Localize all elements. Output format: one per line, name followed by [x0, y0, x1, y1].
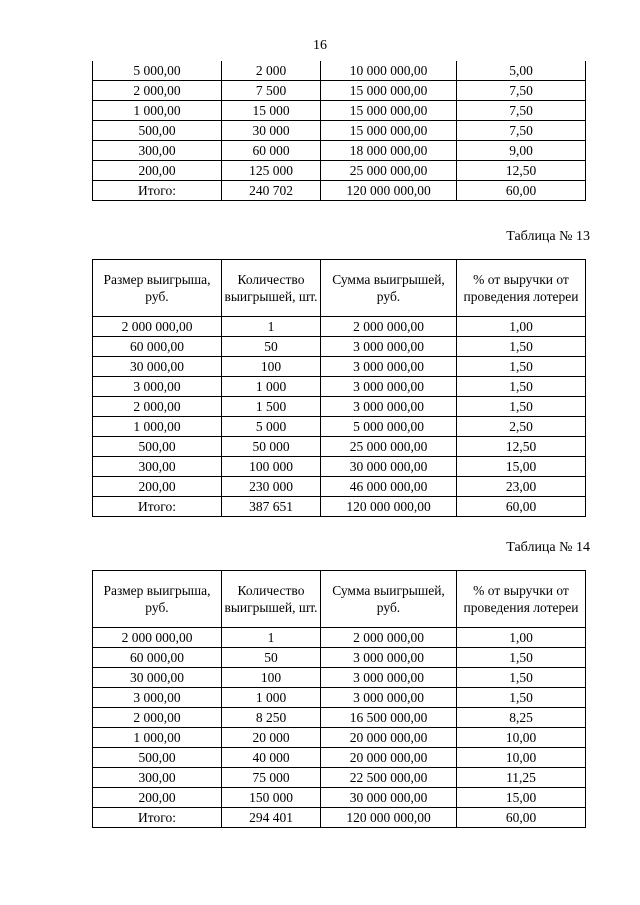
table-row — [93, 397, 586, 417]
cell-prize-size: 2 000 000,00 — [93, 628, 222, 648]
cell-prize-size: 500,00 — [93, 437, 222, 457]
table-row — [93, 728, 586, 748]
cell-revenue-percent: 15,00 — [457, 788, 586, 808]
cell-prize-size: 500,00 — [93, 748, 222, 768]
cell-prize-size: 300,00 — [93, 457, 222, 477]
page-number: 16 — [313, 38, 327, 53]
table-row — [93, 161, 586, 181]
cell-revenue-percent: 11,25 — [457, 768, 586, 788]
table-row — [93, 457, 586, 477]
cell-prize-size: 60 000,00 — [93, 648, 222, 668]
cell-prize-count: 50 — [222, 648, 321, 668]
cell-prize-sum: 3 000 000,00 — [321, 668, 457, 688]
cell-prize-size: Итого: — [93, 181, 222, 201]
prize-table-14 — [92, 570, 586, 828]
cell-prize-count: 75 000 — [222, 768, 321, 788]
table-row — [93, 768, 586, 788]
cell-prize-sum: 20 000 000,00 — [321, 728, 457, 748]
cell-revenue-percent: 60,00 — [457, 497, 586, 517]
cell-prize-size: 1 000,00 — [93, 728, 222, 748]
cell-prize-sum: 25 000 000,00 — [321, 437, 457, 457]
cell-prize-size: 200,00 — [93, 477, 222, 497]
cell-revenue-percent: 60,00 — [457, 808, 586, 828]
cell-revenue-percent: 1,00 — [457, 628, 586, 648]
cell-prize-size: 2 000,00 — [93, 81, 222, 101]
cell-prize-sum: 15 000 000,00 — [321, 121, 457, 141]
cell-prize-count: 7 500 — [222, 81, 321, 101]
table-row — [93, 121, 586, 141]
table-row — [93, 648, 586, 668]
cell-prize-size: 300,00 — [93, 768, 222, 788]
cell-prize-sum: 120 000 000,00 — [321, 181, 457, 201]
table-row — [93, 748, 586, 768]
cell-revenue-percent: 60,00 — [457, 181, 586, 201]
cell-prize-size: 5 000,00 — [93, 61, 222, 81]
cell-prize-sum: 10 000 000,00 — [321, 61, 457, 81]
cell-prize-sum: 22 500 000,00 — [321, 768, 457, 788]
table-row — [93, 437, 586, 457]
total-row — [93, 181, 586, 201]
table-row — [93, 477, 586, 497]
cell-prize-count: 30 000 — [222, 121, 321, 141]
cell-prize-sum: 2 000 000,00 — [321, 317, 457, 337]
cell-prize-sum: 3 000 000,00 — [321, 648, 457, 668]
cell-prize-sum: 15 000 000,00 — [321, 81, 457, 101]
cell-prize-sum: 5 000 000,00 — [321, 417, 457, 437]
cell-revenue-percent: 23,00 — [457, 477, 586, 497]
cell-prize-count: 150 000 — [222, 788, 321, 808]
cell-prize-count: 20 000 — [222, 728, 321, 748]
cell-prize-size: 60 000,00 — [93, 337, 222, 357]
cell-revenue-percent: 1,00 — [457, 317, 586, 337]
cell-revenue-percent: 1,50 — [457, 688, 586, 708]
cell-prize-size: 300,00 — [93, 141, 222, 161]
cell-prize-sum: 15 000 000,00 — [321, 101, 457, 121]
table-row — [93, 337, 586, 357]
cell-prize-sum: 120 000 000,00 — [321, 497, 457, 517]
cell-prize-size: Итого: — [93, 808, 222, 828]
cell-revenue-percent: 12,50 — [457, 161, 586, 181]
cell-prize-count: 1 000 — [222, 688, 321, 708]
header-prize-sum: Сумма выигрышей, руб. — [321, 571, 457, 628]
header-prize-size: Размер выигрыша, руб. — [93, 260, 222, 317]
prize-table-13 — [92, 259, 586, 517]
table-row — [93, 668, 586, 688]
cell-prize-sum: 120 000 000,00 — [321, 808, 457, 828]
table-row — [93, 628, 586, 648]
cell-revenue-percent: 1,50 — [457, 357, 586, 377]
cell-prize-count: 1 — [222, 317, 321, 337]
cell-prize-sum: 30 000 000,00 — [321, 457, 457, 477]
total-row — [93, 808, 586, 828]
cell-prize-count: 1 500 — [222, 397, 321, 417]
cell-prize-size: 2 000,00 — [93, 397, 222, 417]
cell-revenue-percent: 15,00 — [457, 457, 586, 477]
cell-revenue-percent: 12,50 — [457, 437, 586, 457]
cell-prize-count: 5 000 — [222, 417, 321, 437]
cell-revenue-percent: 1,50 — [457, 668, 586, 688]
cell-prize-count: 387 651 — [222, 497, 321, 517]
table-13-caption: Таблица № 13 — [506, 229, 590, 244]
table-row — [93, 688, 586, 708]
total-row — [93, 497, 586, 517]
header-revenue-percent: % от выручки от проведения лотереи — [457, 260, 586, 317]
cell-prize-count: 100 000 — [222, 457, 321, 477]
cell-prize-size: 2 000 000,00 — [93, 317, 222, 337]
cell-prize-count: 100 — [222, 357, 321, 377]
cell-prize-count: 1 — [222, 628, 321, 648]
table-row — [93, 81, 586, 101]
cell-prize-sum: 2 000 000,00 — [321, 628, 457, 648]
cell-prize-sum: 3 000 000,00 — [321, 337, 457, 357]
cell-prize-sum: 18 000 000,00 — [321, 141, 457, 161]
cell-revenue-percent: 5,00 — [457, 61, 586, 81]
table-row — [93, 317, 586, 337]
cell-revenue-percent: 1,50 — [457, 648, 586, 668]
cell-revenue-percent: 10,00 — [457, 748, 586, 768]
cell-revenue-percent: 9,00 — [457, 141, 586, 161]
cell-prize-count: 230 000 — [222, 477, 321, 497]
header-row — [93, 571, 586, 628]
header-prize-size: Размер выигрыша, руб. — [93, 571, 222, 628]
cell-prize-size: 3 000,00 — [93, 377, 222, 397]
table-row — [93, 788, 586, 808]
table-14-caption: Таблица № 14 — [506, 540, 590, 555]
cell-prize-size: Итого: — [93, 497, 222, 517]
cell-prize-sum: 3 000 000,00 — [321, 688, 457, 708]
cell-revenue-percent: 7,50 — [457, 101, 586, 121]
cell-revenue-percent: 8,25 — [457, 708, 586, 728]
cell-prize-size: 500,00 — [93, 121, 222, 141]
cell-prize-size: 200,00 — [93, 161, 222, 181]
cell-prize-size: 2 000,00 — [93, 708, 222, 728]
cell-revenue-percent: 7,50 — [457, 81, 586, 101]
cell-prize-count: 1 000 — [222, 377, 321, 397]
table-row — [93, 61, 586, 81]
header-prize-sum: Сумма выигрышей, руб. — [321, 260, 457, 317]
cell-revenue-percent: 1,50 — [457, 397, 586, 417]
prize-table-continued — [92, 61, 586, 201]
cell-prize-sum: 16 500 000,00 — [321, 708, 457, 728]
cell-revenue-percent: 1,50 — [457, 377, 586, 397]
cell-revenue-percent: 7,50 — [457, 121, 586, 141]
cell-prize-sum: 30 000 000,00 — [321, 788, 457, 808]
cell-prize-count: 60 000 — [222, 141, 321, 161]
table-row — [93, 377, 586, 397]
cell-prize-size: 30 000,00 — [93, 357, 222, 377]
cell-prize-size: 1 000,00 — [93, 417, 222, 437]
cell-prize-count: 294 401 — [222, 808, 321, 828]
cell-prize-count: 8 250 — [222, 708, 321, 728]
cell-prize-count: 50 000 — [222, 437, 321, 457]
cell-prize-sum: 3 000 000,00 — [321, 397, 457, 417]
header-prize-count: Количество выигрышей, шт. — [222, 260, 321, 317]
header-row — [93, 260, 586, 317]
cell-revenue-percent: 10,00 — [457, 728, 586, 748]
cell-prize-size: 30 000,00 — [93, 668, 222, 688]
cell-prize-size: 200,00 — [93, 788, 222, 808]
header-revenue-percent: % от выручки от проведения лотереи — [457, 571, 586, 628]
cell-revenue-percent: 1,50 — [457, 337, 586, 357]
cell-prize-sum: 3 000 000,00 — [321, 357, 457, 377]
cell-prize-count: 15 000 — [222, 101, 321, 121]
table-row — [93, 708, 586, 728]
table-row — [93, 417, 586, 437]
header-prize-count: Количество выигрышей, шт. — [222, 571, 321, 628]
cell-prize-sum: 20 000 000,00 — [321, 748, 457, 768]
table-row — [93, 101, 586, 121]
cell-revenue-percent: 2,50 — [457, 417, 586, 437]
table-row — [93, 141, 586, 161]
table-row — [93, 357, 586, 377]
cell-prize-count: 50 — [222, 337, 321, 357]
cell-prize-sum: 3 000 000,00 — [321, 377, 457, 397]
cell-prize-count: 2 000 — [222, 61, 321, 81]
cell-prize-count: 40 000 — [222, 748, 321, 768]
cell-prize-sum: 46 000 000,00 — [321, 477, 457, 497]
cell-prize-size: 3 000,00 — [93, 688, 222, 708]
cell-prize-size: 1 000,00 — [93, 101, 222, 121]
cell-prize-sum: 25 000 000,00 — [321, 161, 457, 181]
cell-prize-count: 125 000 — [222, 161, 321, 181]
cell-prize-count: 240 702 — [222, 181, 321, 201]
cell-prize-count: 100 — [222, 668, 321, 688]
